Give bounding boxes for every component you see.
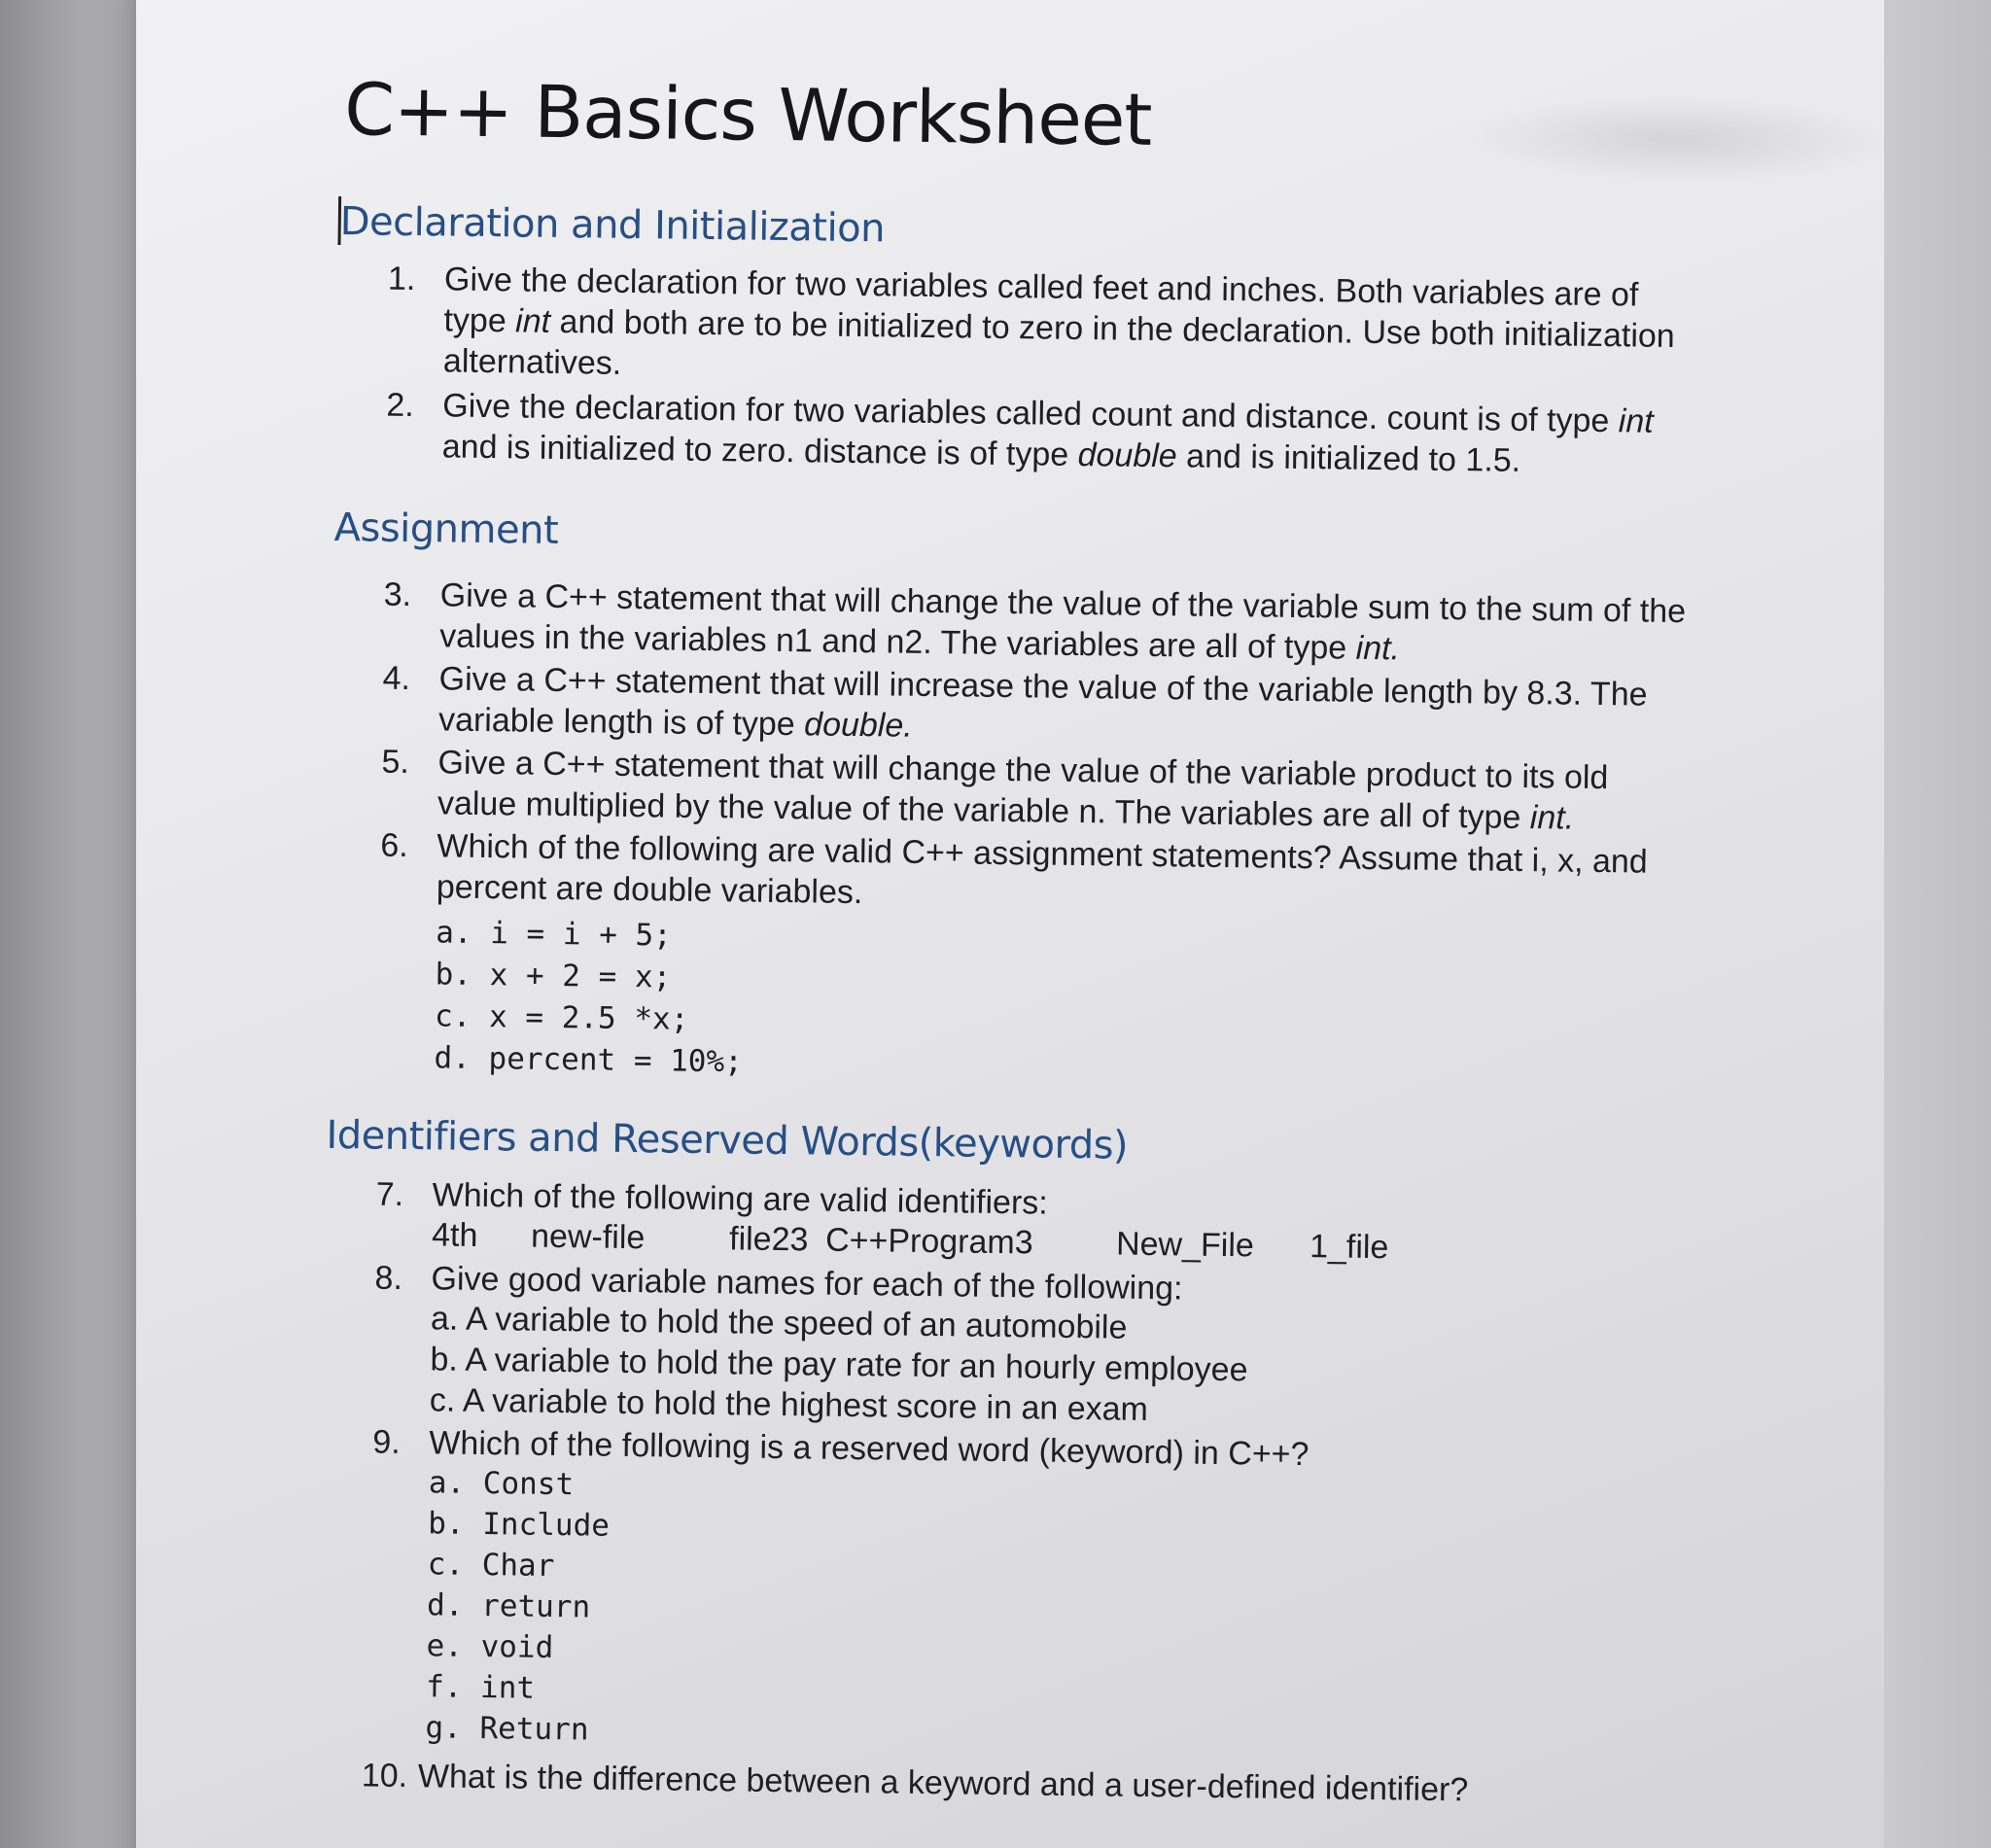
text-part: Give the declaration for two variables called feet and inches. Both variables are of type	[443, 261, 1639, 340]
option-9g: g. Return	[425, 1710, 589, 1748]
option-9d: d. return	[426, 1587, 591, 1625]
question-number: 9.	[372, 1423, 401, 1461]
text-part: Give a C++ statement that will change the value of the variable sum to the sum of the values in the variables n1 and n2. The variables are all of type	[438, 576, 1687, 667]
question-text: Give good variable names for each of the following:	[431, 1260, 1183, 1308]
option-9b: b. Include	[428, 1506, 611, 1544]
option-9a: a. Const	[428, 1465, 575, 1503]
text-part: and is initialized to zero. distance is of type	[441, 428, 1078, 473]
question-number: 8.	[374, 1259, 403, 1297]
option-8c: c. A variable to hold the highest score in an exam	[429, 1381, 1149, 1428]
section-heading-assignment: Assignment	[333, 505, 559, 553]
question-number: 2.	[386, 386, 414, 425]
question-text: Which of the following are valid C++ assignment statements? Assume that i, x, and percent are double variables.	[436, 827, 1648, 912]
question-text	[439, 575, 1694, 673]
screen-glare	[1456, 92, 1895, 186]
identifier-item: 4th	[431, 1216, 478, 1254]
question-number: 3.	[383, 575, 412, 614]
question-text: Which of the following is a reserved word (keyword) in C++?	[429, 1424, 1310, 1474]
text-part: Give a C++ statement that will increase the value of the variable length by 8.3. The variable length is of type	[437, 660, 1648, 744]
page-edge	[1884, 0, 1991, 1848]
type-emphasis: double	[1077, 436, 1177, 475]
text-part: and both are to be initialized to zero in the declaration. Use both initialization alternatives.	[442, 302, 1675, 382]
text-part: and is initialized to 1.5.	[1176, 437, 1521, 479]
identifier-item: file23	[728, 1220, 809, 1259]
question-number: 10.	[361, 1757, 408, 1796]
section-heading-declaration: Declaration and Initialization	[339, 199, 886, 252]
identifier-item: New_File	[1115, 1225, 1255, 1265]
type-emphasis: int.	[1529, 799, 1575, 837]
type-emphasis: int	[514, 302, 551, 340]
type-emphasis: int.	[1355, 629, 1401, 668]
question-number: 1.	[387, 260, 416, 298]
text-part: Give the declaration for two variables called count and distance. count is of type	[442, 387, 1620, 440]
type-emphasis: double.	[803, 706, 913, 745]
option-9f: f. int	[425, 1669, 536, 1706]
option-6a: a. i = i + 5;	[436, 915, 673, 954]
section-heading-identifiers: Identifiers and Reserved Words(keywords)	[326, 1112, 1129, 1168]
option-9c: c. Char	[427, 1547, 555, 1585]
text-part: Give a C++ statement that will change the value of the variable product to its old value multiplied by the value of the variable n. The variables are all of type	[437, 744, 1609, 837]
question-number: 5.	[381, 743, 410, 781]
question-text	[443, 259, 1699, 398]
question-text	[438, 658, 1694, 756]
question-text	[437, 742, 1693, 840]
identifier-item: C++Program3	[824, 1221, 1033, 1262]
option-9e: e. void	[426, 1628, 554, 1666]
option-6b: b. x + 2 = x;	[435, 957, 672, 995]
identifier-item: new-file	[530, 1217, 646, 1257]
option-6d: d. percent = 10%;	[434, 1040, 744, 1080]
question-text	[442, 385, 1697, 483]
question-text: What is the difference between a keyword and a user-defined identifier?	[417, 1758, 1469, 1809]
question-number: 7.	[375, 1175, 404, 1213]
option-8a: a. A variable to hold the speed of an automobile	[430, 1300, 1128, 1346]
page-title: C++ Basics Worksheet	[343, 68, 1152, 162]
question-text: Which of the following are valid identifiers:	[432, 1176, 1048, 1222]
identifier-item: 1_file	[1309, 1228, 1389, 1267]
option-6c: c. x = 2.5 *x;	[434, 998, 689, 1037]
question-number: 4.	[382, 659, 411, 697]
option-8b: b. A variable to hold the pay rate for an hourly employee	[430, 1341, 1248, 1389]
type-emphasis: int	[1618, 402, 1654, 440]
question-number: 6.	[380, 826, 409, 864]
